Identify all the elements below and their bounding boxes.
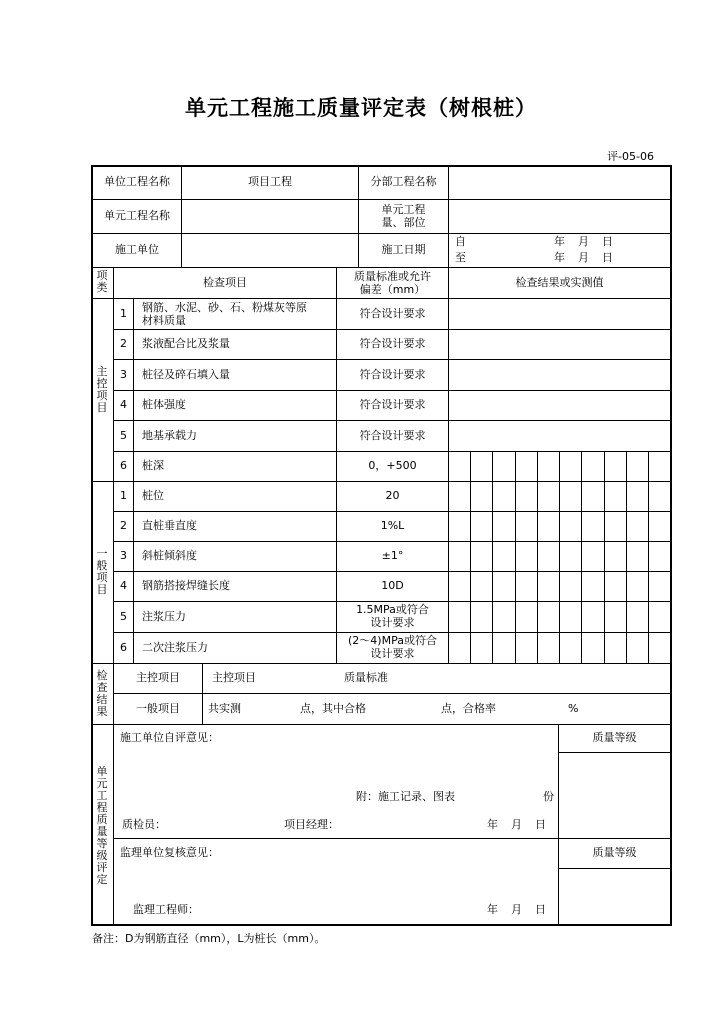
date-from-day: 日 bbox=[602, 235, 613, 248]
date-from: 自 bbox=[455, 235, 466, 248]
check-main-label: 主控项目 bbox=[136, 671, 180, 684]
division-label: 分部工程名称 bbox=[370, 175, 437, 188]
supervising-engineer-label: 监理工程师： bbox=[133, 903, 199, 916]
eval-day: 日 bbox=[535, 818, 546, 831]
unit-project-label: 单位工程名称 bbox=[104, 175, 170, 188]
sup-day: 日 bbox=[535, 903, 546, 916]
date-label: 施工日期 bbox=[381, 243, 426, 256]
standard-header-1: 质量标准或允许 bbox=[354, 270, 431, 283]
check-general-percent: % bbox=[568, 702, 579, 715]
check-general-label: 一般项目 bbox=[136, 702, 180, 715]
check-general-pass: 点，合格率 bbox=[441, 702, 496, 715]
date-from-month: 月 bbox=[578, 235, 589, 248]
sup-year: 年 bbox=[487, 903, 498, 916]
form-code: 评-05-06 bbox=[607, 150, 654, 163]
category-header: 项 类 bbox=[96, 269, 108, 294]
check-main-standard: 质量标准 bbox=[344, 671, 388, 684]
sup-month: 月 bbox=[511, 903, 522, 916]
supervisor-opinion: 监理单位复核意见： bbox=[120, 846, 219, 859]
check-general-points: 点，其中合格 bbox=[300, 702, 366, 715]
project-manager-label: 项目经理： bbox=[284, 818, 339, 831]
date-to-year: 年 bbox=[554, 251, 565, 264]
evaluation-label: 单 元 工 程 质 量 等 级 评 定 bbox=[96, 765, 108, 886]
check-general-total: 共实测 bbox=[208, 702, 241, 715]
check-result-label: 检 查 结 果 bbox=[96, 669, 108, 718]
eval-month: 月 bbox=[511, 818, 522, 831]
general-items-label: 一 般 项 目 bbox=[96, 547, 108, 596]
attachment-note: 附：施工记录、图表 bbox=[356, 790, 455, 803]
date-from-year: 年 bbox=[554, 235, 565, 248]
eval-year: 年 bbox=[487, 818, 498, 831]
main-items-label: 主 控 项 目 bbox=[96, 365, 108, 414]
date-to-month: 月 bbox=[578, 251, 589, 264]
unit-work-label: 单元工程名称 bbox=[104, 209, 170, 222]
quality-grade-header: 质量等级 bbox=[592, 731, 637, 744]
date-to-day: 日 bbox=[602, 251, 613, 264]
footnote: 备注：D为钢筋直径（mm），L为桩长（mm）。 bbox=[92, 932, 326, 945]
copies-label: 份 bbox=[543, 790, 554, 803]
date-to: 至 bbox=[455, 251, 466, 264]
unit-amount-label-2: 量、部位 bbox=[381, 216, 426, 229]
check-main-text: 主控项目 bbox=[212, 671, 256, 684]
standard-header-2: 偏差（mm） bbox=[359, 283, 426, 296]
item-header: 检查项目 bbox=[203, 276, 247, 289]
contractor-opinion: 施工单位自评意见： bbox=[120, 731, 219, 744]
result-header: 检查结果或实测值 bbox=[515, 276, 604, 289]
contractor-label: 施工单位 bbox=[115, 243, 159, 256]
quality-grade-header-2: 质量等级 bbox=[592, 846, 637, 859]
inspector-label: 质检员： bbox=[122, 818, 166, 831]
page-title: 单元工程施工质量评定表（树根桩） bbox=[185, 96, 537, 120]
unit-project-value[interactable]: 项目工程 bbox=[248, 175, 292, 188]
unit-amount-label-1: 单元工程 bbox=[381, 203, 426, 216]
